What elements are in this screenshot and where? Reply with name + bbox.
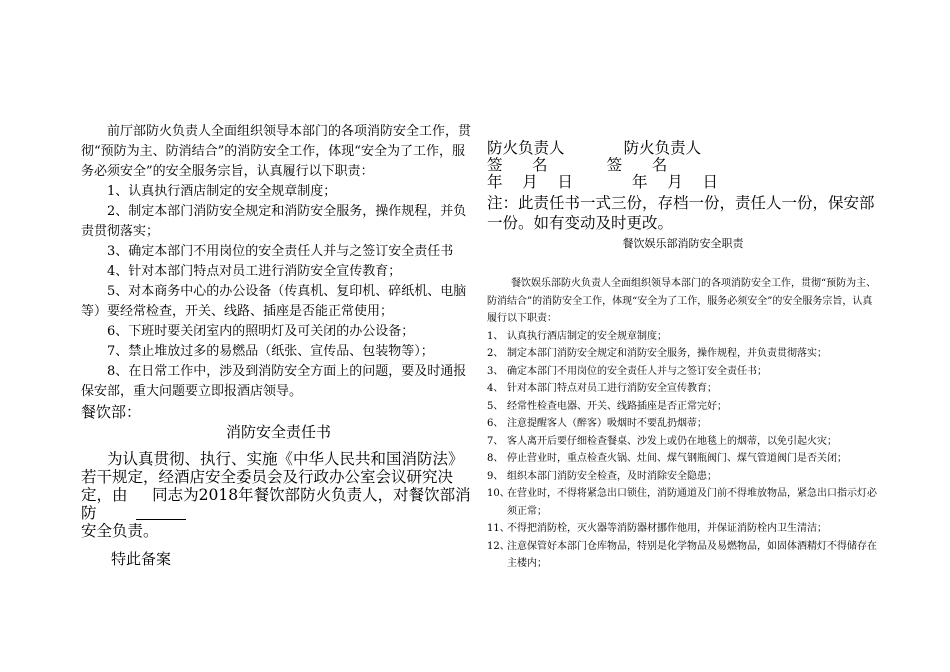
item-number: 5、 — [487, 400, 504, 412]
item-number: 10、 — [487, 488, 510, 499]
catering-item — [487, 415, 879, 433]
blank-line — [136, 519, 186, 520]
item-text: 认真执行酒店制定的安全规章制度； — [507, 330, 667, 342]
catering-item — [487, 345, 879, 363]
duty-item: 5、对本商务中心的办公设备（传真机、复印机、碎纸机、电脑等）要经常检查，开关、线路、插座是否能正常使用； — [81, 284, 467, 319]
body-part-2: 同志为2018年餐饮部防火负责人，对餐饮部消防 — [81, 486, 471, 522]
duty-item: 1、认真执行酒店制定的安全规章制度； — [107, 184, 337, 199]
item-number: 3、 — [487, 365, 504, 377]
department-label: 餐饮部： — [81, 403, 142, 421]
item-text: 针对本部门特点对员工进行消防安全宣传教育； — [507, 383, 717, 394]
responsibility-title: 消防安全责任书 — [225, 423, 331, 441]
body-part-1: 为认真贯彻、执行、实施《中华人民共和国消防法》若干规定，经酒店安全委员会及行政办公室会议研究决定，由 — [81, 450, 464, 504]
duty-item: 4、针对本部门特点对员工进行消防安全宣传教育； — [107, 264, 402, 279]
item-text: 注意保管好本部门仓库物品，特别是化学物品及易燃物品，如固体酒精灯不得储存在主楼内； — [507, 540, 877, 569]
catering-item — [487, 380, 879, 398]
catering-item — [487, 485, 879, 520]
catering-item — [487, 538, 879, 573]
responsibility-body — [81, 450, 476, 522]
signature-row-sign: 签 名 签 名 — [487, 156, 668, 174]
catering-item — [487, 398, 879, 416]
duty-item: 3、确定本部门不用岗位的安全责任人并与之签订安全责任书 — [107, 244, 454, 259]
responsibility-end: 安全负责。 — [81, 522, 159, 540]
item-number: 9、 — [487, 470, 504, 482]
item-number: 6、 — [487, 418, 504, 429]
record-note: 特此备案 — [111, 550, 172, 568]
catering-item — [487, 328, 879, 346]
item-number: 11、 — [487, 523, 510, 534]
item-number: 12、 — [487, 540, 510, 552]
item-number: 1、 — [487, 330, 504, 342]
duty-item: 2、制定本部门消防安全规定和消防安全服务，操作规程，并负责贯彻落实； — [81, 204, 467, 239]
item-text: 经常性检查电器、开关、线路插座是否正常完好； — [507, 400, 727, 412]
catering-duties-title: 餐饮娱乐部消防安全职责 — [622, 237, 744, 250]
catering-item — [487, 450, 879, 468]
item-text: 客人离开后要仔细检查餐桌、沙发上或仍在地毯上的烟蒂，以免引起火灾； — [507, 435, 837, 447]
item-text: 组织本部门消防安全检查，及时消除安全隐患； — [507, 470, 717, 482]
copies-note: 注：此责任书一式三份，存档一份，责任人一份，保安部一份。如有变动及时更改。 — [487, 194, 875, 232]
catering-item — [487, 433, 879, 451]
signature-row-owner: 防火负责人 防火负责人 — [487, 139, 702, 157]
catering-item — [487, 520, 879, 538]
duty-item: 7、禁止堆放过多的易燃品（纸张、宣传品、包装物等）； — [107, 344, 434, 359]
duty-item: 6、下班时要关闭室内的照明灯及可关闭的办公设备； — [107, 324, 415, 339]
item-text: 不得把消防栓，灭火器等消防器材挪作他用，并保证消防栓内卫生清洁； — [507, 523, 827, 534]
item-text: 注意提醒客人（醉客）吸烟时不要乱扔烟蒂； — [507, 418, 707, 429]
item-text: 确定本部门不用岗位的安全责任人并与之签订安全责任书； — [507, 365, 767, 377]
item-number: 7、 — [487, 435, 504, 447]
item-text: 停止营业时，重点检查火锅、灶间、煤气钢瓶阀门、煤气管道阀门是否关闭； — [507, 453, 847, 464]
item-number: 4、 — [487, 383, 504, 394]
catering-item — [487, 363, 879, 381]
left-column — [81, 122, 476, 540]
catering-intro: 餐饮娱乐部防火负责人全面组织领导本部门的各项消防安全工作，贯彻“预防为主、防消结合”的消防安全工作，体现“安全为了工作，服务必须安全”的安全服务宗旨，认真履行以下职责： — [487, 278, 877, 324]
item-text: 制定本部门消防安全规定和消防安全服务，操作规程，并负责贯彻落实； — [507, 348, 827, 359]
item-text: 在营业时，不得将紧急出口锁住，消防通道及门前不得堆放物品，紧急出口指示灯必须正常； — [507, 488, 877, 517]
front-office-intro: 前厅部防火负责人全面组织领导本部门的各项消防安全工作，贯彻“预防为主、防消结合”的消防安全工作，体现“安全为了工作，服务必须安全”的安全服务宗旨，认真履行以下职责： — [81, 124, 472, 179]
signature-row-date: 年 月 日 年 月 日 — [487, 173, 718, 191]
right-column — [487, 140, 879, 573]
item-number: 8、 — [487, 453, 504, 464]
duty-item: 8、在日常工作中，涉及到消防安全方面上的问题，要及时通报保安部，重大问题要立即报酒店领导。 — [81, 364, 467, 399]
catering-item — [487, 468, 879, 486]
item-number: 2、 — [487, 348, 504, 359]
